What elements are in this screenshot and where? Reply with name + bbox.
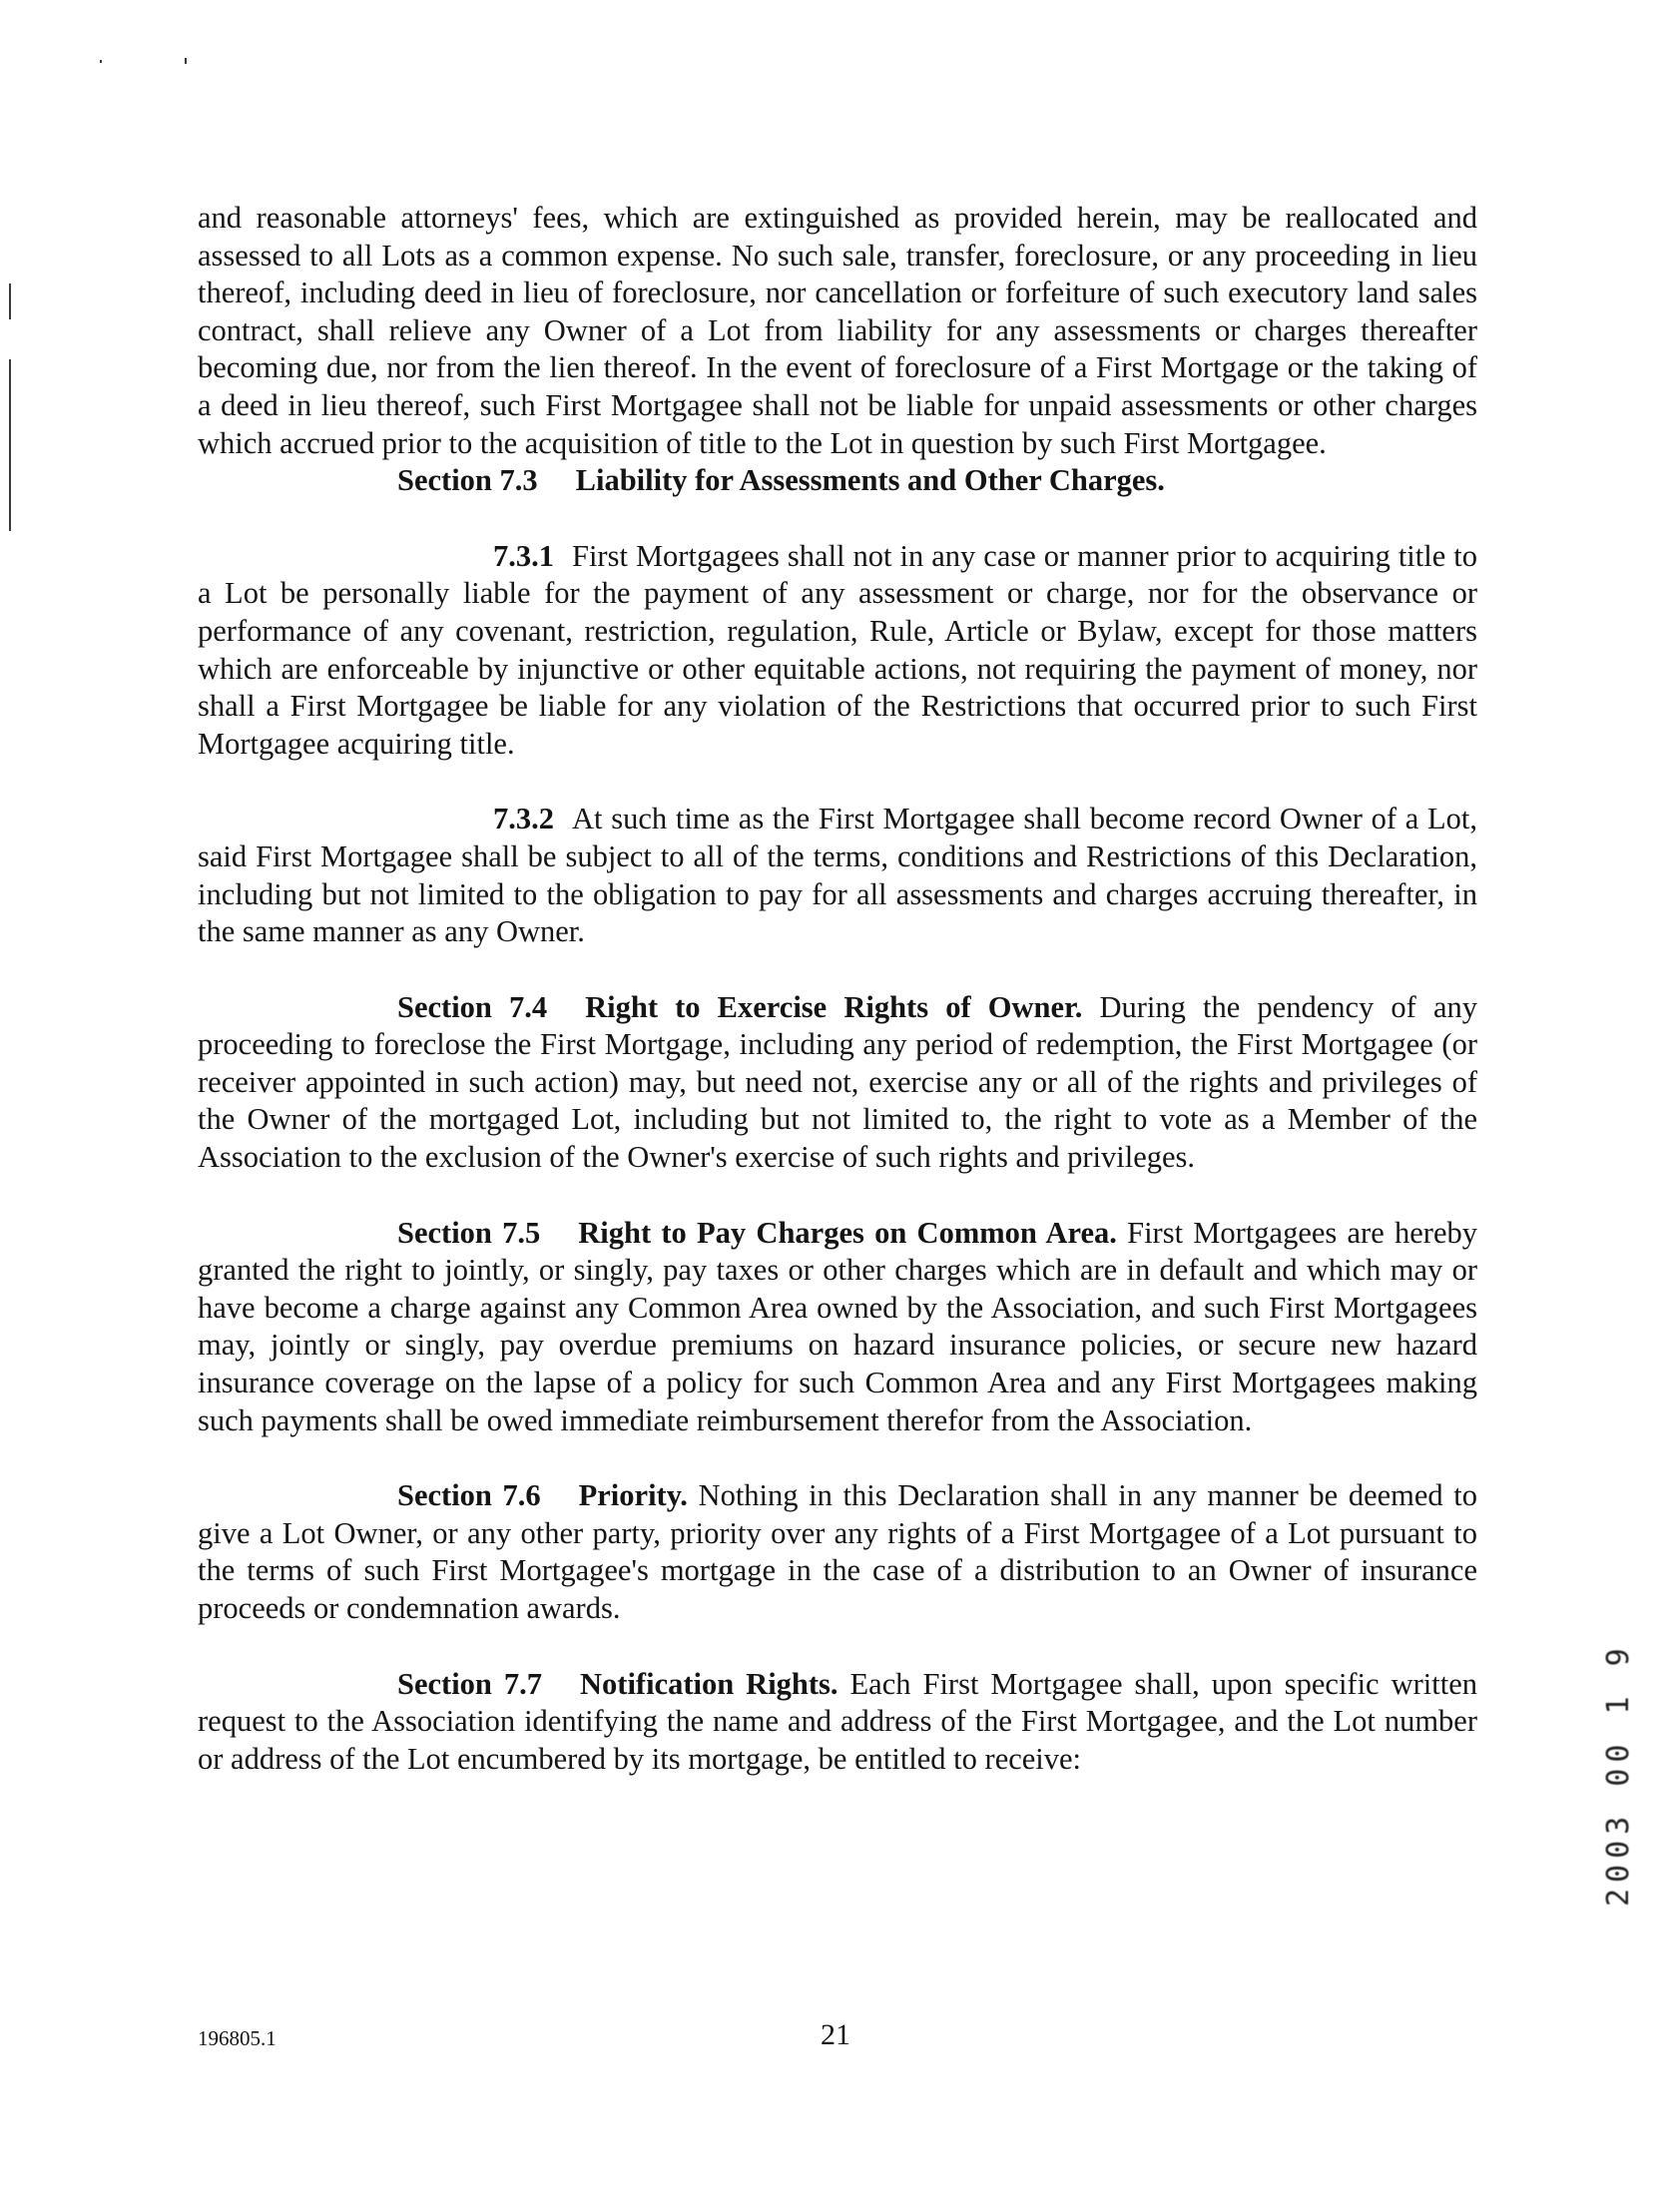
section-number: Section 7.7 <box>397 1666 543 1701</box>
binding-mark <box>9 359 11 531</box>
intro-paragraph: and reasonable attorneys' fees, which are extinguished as provided herein, may be reallocated and assessed to all Lots as a common expense. No such sale, transfer, foreclosure, or any proceeding in lieu thereof, including deed in lieu of foreclosure, nor cancellation or forfeiture of such executory land sales contract, shall relieve any Owner of a Lot from liability for any assessments or charges thereafter becoming due, nor from the lien thereof. In the event of foreclosure of a First Mortgage or the taking of a deed in lieu thereof, such First Mortgagee shall not be liable for unpaid assessments or other charges which accrued prior to the acquisition of title to the Lot in question by such First Mortgagee. <box>198 201 1477 460</box>
section-title: Right to Pay Charges on Common Area. <box>578 1215 1117 1250</box>
subsection-number: 7.3.2 <box>493 802 554 836</box>
subsection-number: 7.3.1 <box>493 538 554 573</box>
section-7-4 <box>198 989 1477 1177</box>
subsection-7-3-2 <box>198 801 1477 950</box>
recording-stamp <box>1601 1567 1641 1907</box>
section-title: Priority. <box>578 1478 688 1513</box>
section-title: Right to Exercise Rights of Owner. <box>585 989 1083 1024</box>
section-7-5 <box>198 1215 1477 1440</box>
section-number: Section 7.4 <box>397 989 548 1024</box>
section-7-7 <box>198 1666 1477 1779</box>
section-text: Nothing in this Declaration shall in any manner be deemed to give a Lot Owner, or any other party, priority over any rights of a First Mortgagee of a Lot pursuant to the terms of such First Mortgagee's mortgage in the case of a distribution to an Owner of insurance proceeds or condemnation awards. <box>198 1478 1478 1625</box>
section-number: Section 7.3 <box>397 463 538 498</box>
section-number: Section 7.5 <box>397 1215 541 1250</box>
section-7-3-heading <box>198 462 1477 500</box>
section-text: First Mortgagees are hereby granted the right to jointly, or singly, pay taxes or other charges which are in default and which may or have become a charge against any Common Area owned by the Association, and such First Mortgagees may, jointly or singly, pay overdue premiums on hazard insurance policies, or secure new hazard insurance coverage on the lapse of a policy for such Common Area and any First Mortgagees making such payments shall be owed immediate reimbursement therefor from the Association. <box>198 1215 1477 1437</box>
subsection-7-3-1 <box>198 538 1477 764</box>
subsection-text: At such time as the First Mortgagee shall become record Owner of a Lot, said First Mortgagee shall be subject to all of the terms, conditions and Restrictions of this Declaration, including but not limited to the obligation to pay for all assessments and charges accruing thereafter, in the same manner as any Owner. <box>198 802 1477 949</box>
binding-mark <box>9 283 11 319</box>
scan-speck <box>185 58 187 64</box>
section-title: Liability for Assessments and Other Charges. <box>575 463 1165 498</box>
document-body <box>198 200 1477 1778</box>
section-title: Notification Rights. <box>580 1666 838 1701</box>
recording-stamp-text: 2003 00 1 9 <box>1601 1642 1636 1907</box>
section-text: During the pendency of any proceeding to foreclose the First Mortgage, including any period of redemption, the First Mortgagee (or receiver appointed in such action) may, but need not, exercise any or all of the rights and privileges of the Owner of the mortgaged Lot, including but not limited to, the right to vote as a Member of the Association to the exclusion of the Owner's exercise of such rights and privileges. <box>198 989 1477 1175</box>
section-7-6 <box>198 1477 1477 1627</box>
scan-speck <box>100 60 102 63</box>
subsection-text: First Mortgagees shall not in any case or manner prior to acquiring title to a Lot be personally liable for the payment of any assessment or charge, nor for the observance or performance of any covenant, restriction, regulation, Rule, Article or Bylaw, except for those matters which are enforceable by injunctive or other equitable actions, not requiring the payment of money, nor shall a First Mortgagee be liable for any violation of the Restrictions that occurred prior to such First Mortgagee acquiring title. <box>198 538 1477 761</box>
section-text: Each First Mortgagee shall, upon specific written request to the Association identifying the name and address of the First Mortgagee, and the Lot number or address of the Lot encumbered by its mortgage, be entitled to receive: <box>198 1666 1477 1776</box>
document-id: 196805.1 <box>198 2026 277 2050</box>
section-number: Section 7.6 <box>397 1478 541 1513</box>
page-number: 21 <box>821 2018 850 2051</box>
